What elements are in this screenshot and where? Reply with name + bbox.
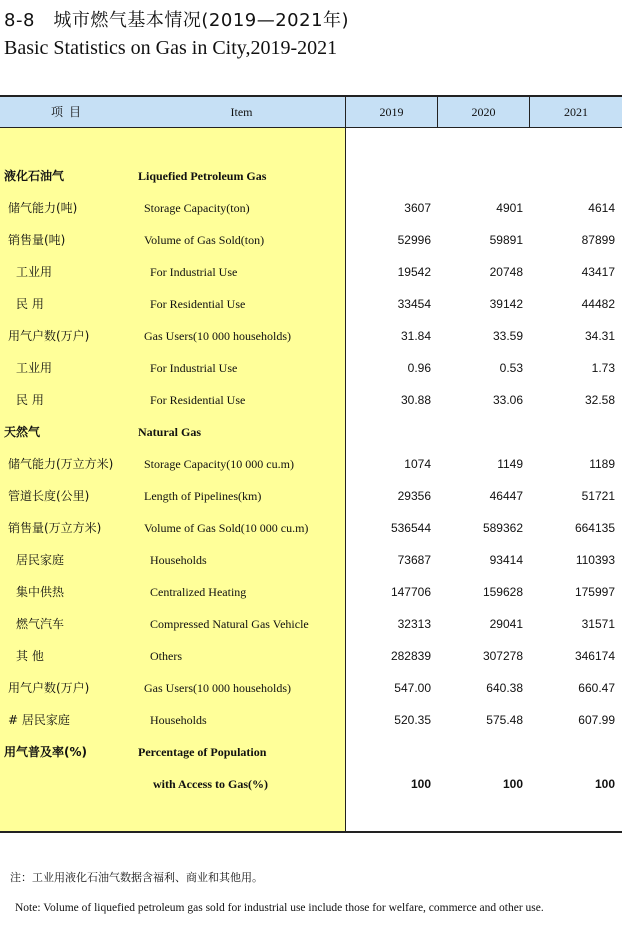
row-label-en: Percentage of Population bbox=[138, 745, 267, 759]
row-label-cn: 燃气汽车 bbox=[16, 617, 65, 631]
row-label-cn: 用气户数(万户) bbox=[8, 681, 90, 695]
cell-2019: 29356 bbox=[397, 489, 431, 503]
cell-2019: 3607 bbox=[404, 201, 431, 215]
row-label-cn: 储气能力(吨) bbox=[8, 201, 78, 215]
row-label-cn: 销售量(万立方米) bbox=[8, 521, 102, 535]
table-row bbox=[0, 160, 622, 192]
table-row bbox=[0, 512, 622, 544]
cell-2021: 51721 bbox=[581, 489, 615, 503]
row-label-en: Centralized Heating bbox=[150, 585, 247, 599]
cell-2020: 59891 bbox=[489, 233, 523, 247]
row-label-en: For Residential Use bbox=[150, 297, 246, 311]
row-label-cn: 工业用 bbox=[16, 361, 53, 375]
cell-2019: 0.96 bbox=[407, 361, 431, 375]
cell-2020: 93414 bbox=[489, 553, 523, 567]
table-row bbox=[0, 416, 622, 448]
cell-2019: 31.84 bbox=[400, 329, 431, 343]
cell-2020: 640.38 bbox=[486, 681, 523, 695]
cell-2020: 0.53 bbox=[499, 361, 523, 375]
row-label-cn: 集中供热 bbox=[16, 585, 65, 599]
cell-2021: 346174 bbox=[574, 649, 615, 663]
footnote-en: Note: Volume of liquefied petroleum gas sold for industrial use include those for welfare, commerce and other use. bbox=[15, 902, 544, 914]
cell-2019: 73687 bbox=[397, 553, 431, 567]
cell-2021: 34.31 bbox=[584, 329, 615, 343]
cell-2019: 30.88 bbox=[400, 393, 431, 407]
table-row bbox=[0, 736, 622, 768]
cell-2020: 33.06 bbox=[492, 393, 523, 407]
cell-2020: 29041 bbox=[489, 617, 523, 631]
cell-2021: 87899 bbox=[581, 233, 615, 247]
header-year-2020: 2020 bbox=[437, 97, 529, 127]
cell-2020: 20748 bbox=[489, 265, 523, 279]
row-label-en: Natural Gas bbox=[138, 425, 201, 439]
row-label-en: Compressed Natural Gas Vehicle bbox=[150, 617, 309, 631]
row-label-en: For Industrial Use bbox=[150, 265, 238, 279]
page-title-cn: 8-8 城市燃气基本情况(2019—2021年) bbox=[4, 10, 350, 31]
cell-2021: 4614 bbox=[588, 201, 615, 215]
cell-2021: 32.58 bbox=[584, 393, 615, 407]
table-row bbox=[0, 384, 622, 416]
cell-2020: 589362 bbox=[482, 521, 523, 535]
page-title-en: Basic Statistics on Gas in City,2019-2021 bbox=[4, 37, 338, 59]
cell-2019: 1074 bbox=[404, 457, 431, 471]
cell-2020: 100 bbox=[502, 777, 523, 791]
cell-2021: 100 bbox=[594, 777, 615, 791]
cell-2021: 1.73 bbox=[591, 361, 615, 375]
row-label-en: Households bbox=[150, 713, 207, 727]
header-year-2019: 2019 bbox=[345, 97, 437, 127]
cell-2021: 175997 bbox=[574, 585, 615, 599]
row-label-en: Volume of Gas Sold(10 000 cu.m) bbox=[144, 521, 309, 535]
cell-2021: 607.99 bbox=[578, 713, 615, 727]
row-label-cn: 工业用 bbox=[16, 265, 53, 279]
table-row bbox=[0, 480, 622, 512]
cell-2019: 147706 bbox=[390, 585, 431, 599]
table-row bbox=[0, 608, 622, 640]
table-row bbox=[0, 192, 622, 224]
cell-2019: 33454 bbox=[397, 297, 431, 311]
row-label-cn: 民 用 bbox=[16, 297, 44, 311]
cell-2021: 1189 bbox=[589, 457, 615, 471]
footnote-cn: 注：工业用液化石油气数据含福利、商业和其他用。 bbox=[10, 871, 263, 884]
cell-2021: 44482 bbox=[581, 297, 615, 311]
cell-2020: 307278 bbox=[482, 649, 523, 663]
cell-2020: 46447 bbox=[489, 489, 523, 503]
row-label-cn: 民 用 bbox=[16, 393, 44, 407]
cell-2021: 110393 bbox=[575, 553, 615, 567]
table-header bbox=[0, 97, 622, 128]
cell-2019: 100 bbox=[410, 777, 431, 791]
table-row bbox=[0, 320, 622, 352]
row-label-cn: 管道长度(公里) bbox=[8, 489, 90, 503]
table-row bbox=[0, 256, 622, 288]
table-row bbox=[0, 288, 622, 320]
table-row bbox=[0, 352, 622, 384]
cell-2020: 4901 bbox=[496, 201, 523, 215]
row-label-cn: 天然气 bbox=[4, 425, 41, 439]
table-row bbox=[0, 224, 622, 256]
table-row bbox=[0, 640, 622, 672]
cell-2019: 536544 bbox=[390, 521, 431, 535]
cell-2021: 31571 bbox=[581, 617, 615, 631]
cell-2020: 159628 bbox=[482, 585, 523, 599]
cell-2019: 520.35 bbox=[394, 713, 431, 727]
row-label-en: with Access to Gas(%) bbox=[153, 777, 268, 791]
table-row bbox=[0, 576, 622, 608]
table-row bbox=[0, 672, 622, 704]
row-label-en: Volume of Gas Sold(ton) bbox=[144, 233, 265, 247]
row-label-cn: # 居民家庭 bbox=[8, 713, 70, 727]
header-item-en: Item bbox=[230, 105, 253, 119]
cell-2019: 32313 bbox=[397, 617, 431, 631]
statistics-table bbox=[0, 95, 622, 833]
table-row bbox=[0, 704, 622, 736]
cell-2021: 43417 bbox=[581, 265, 615, 279]
row-label-en: Length of Pipelines(km) bbox=[144, 489, 262, 503]
cell-2020: 33.59 bbox=[492, 329, 523, 343]
row-label-en: Households bbox=[150, 553, 207, 567]
row-label-en: Storage Capacity(ton) bbox=[144, 201, 250, 215]
row-label-en: For Residential Use bbox=[150, 393, 246, 407]
cell-2019: 19542 bbox=[397, 265, 431, 279]
row-label-cn: 其 他 bbox=[16, 649, 44, 663]
row-label-en: Storage Capacity(10 000 cu.m) bbox=[144, 457, 294, 471]
cell-2019: 547.00 bbox=[394, 681, 431, 695]
row-label-en: For Industrial Use bbox=[150, 361, 238, 375]
table-row bbox=[0, 448, 622, 480]
table-row bbox=[0, 544, 622, 576]
cell-2021: 660.47 bbox=[578, 681, 615, 695]
header-year-2021: 2021 bbox=[529, 97, 622, 127]
header-item-cn: 项目 bbox=[50, 105, 87, 119]
row-label-cn: 销售量(吨) bbox=[8, 233, 66, 247]
row-label-en: Gas Users(10 000 households) bbox=[144, 681, 291, 695]
row-label-cn: 用气户数(万户) bbox=[8, 329, 90, 343]
row-label-en: Others bbox=[150, 649, 182, 663]
cell-2019: 52996 bbox=[397, 233, 431, 247]
cell-2019: 282839 bbox=[390, 649, 431, 663]
row-label-cn: 用气普及率(%) bbox=[4, 745, 87, 759]
table-row bbox=[0, 768, 622, 800]
row-label-en: Liquefied Petroleum Gas bbox=[138, 169, 267, 183]
cell-2020: 575.48 bbox=[486, 713, 523, 727]
cell-2020: 39142 bbox=[489, 297, 523, 311]
row-label-cn: 居民家庭 bbox=[16, 553, 65, 567]
cell-2021: 664135 bbox=[574, 521, 615, 535]
row-label-cn: 液化石油气 bbox=[4, 169, 65, 183]
row-label-en: Gas Users(10 000 households) bbox=[144, 329, 291, 343]
cell-2020: 1149 bbox=[497, 457, 523, 471]
row-label-cn: 储气能力(万立方米) bbox=[8, 457, 114, 471]
